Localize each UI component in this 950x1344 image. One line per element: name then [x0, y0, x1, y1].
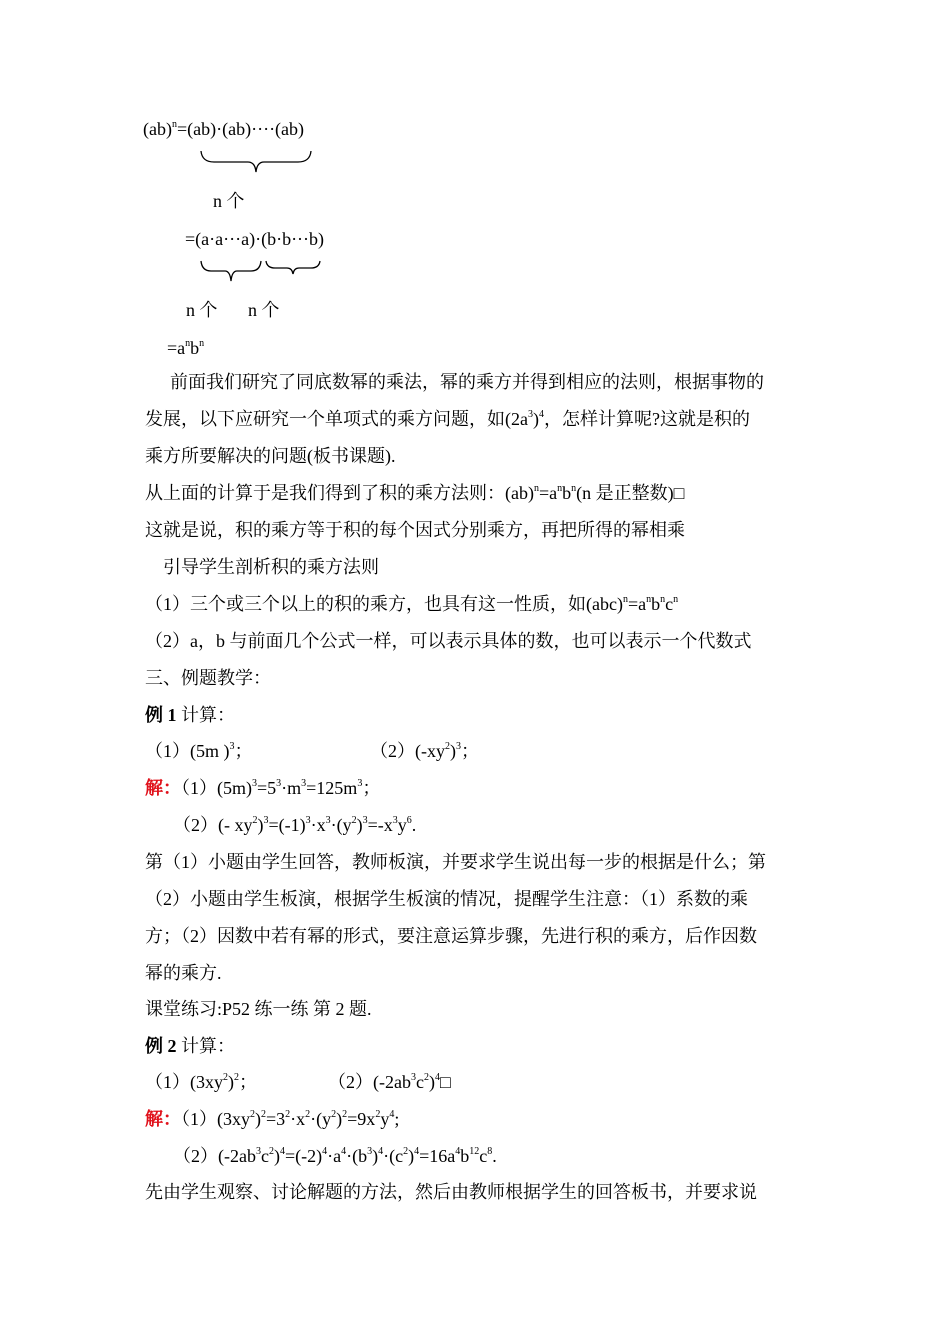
- example-2-heading: 例 2 计算：: [145, 1036, 235, 1056]
- underbrace-2: [200, 260, 262, 288]
- intro-line-1: 前面我们研究了同底数幂的乘法，幂的乘方并得到相应的法则，根据事物的: [170, 372, 764, 392]
- product-power-rule: 从上面的计算于是我们得到了积的乘方法则：$(ab)^n=a^nb^n(n$ 是正整数)□: [145, 483, 685, 503]
- example-2-solution-1: 解：$(1)(3xy^2)^2=3^2\cdot x^2\cdot(y^2)^2=9x^2y^4$;: [145, 1109, 400, 1129]
- derivation-line-3: $=a^nb^n$: [167, 338, 205, 358]
- brace-label-2: n 个: [186, 300, 218, 320]
- underbrace-1: [200, 150, 312, 178]
- intro-line-3: 乘方所要解决的问题(板书课题).: [145, 446, 396, 466]
- brace-label-1: n 个: [213, 191, 245, 211]
- discussion-line-2: （2）小题由学生板演，根据学生板演的情况，提醒学生注意：（1）系数的乘: [145, 889, 748, 909]
- example-2-solution-2: $(2)(-2ab^3c^2)^4=(-2)^4\cdot a^4\cdot(b^3)^4\cdot(c^2)^4=16a^4b^{12}c^8$.: [173, 1146, 497, 1166]
- discussion-line-4: 幂的乘方.: [145, 963, 222, 983]
- example-1-q1: （1）(5m )$^3$；: [145, 741, 253, 761]
- note-1: （1）三个或三个以上的积的乘方，也具有这一性质，如$(abc)^n=a^nb^nc^n$: [145, 594, 679, 614]
- section-heading: 三、例题教学：: [145, 668, 271, 688]
- rule-explanation: 这就是说，积的乘方等于积的每个因式分别乘方，再把所得的幂相乘: [145, 520, 685, 540]
- underbrace-3: [265, 260, 321, 278]
- example-2-q2: $(2)(-2ab^3c^2)^4□$: [328, 1072, 451, 1092]
- solution-label: 解：: [145, 778, 181, 798]
- discussion-line-3: 方；（2）因数中若有幂的形式，要注意运算步骤，先进行积的乘方，后作因数: [145, 926, 757, 946]
- example-2-q1: $(1)(3xy^2)^2$；: [145, 1072, 257, 1092]
- solution-label: 解：: [145, 1109, 181, 1129]
- derivation-line-1: (ab)$^n$=(ab)·(ab)····(ab): [143, 119, 305, 139]
- example-1-q2: $(2)(-xy^2)^3$；: [370, 741, 479, 761]
- intro-line-2: 发展，以下应研究一个单项式的乘方问题，如$(2a^3)^4$，怎样计算呢?这就是积的: [145, 409, 750, 429]
- example-1-heading: 例 1 计算：: [145, 705, 235, 725]
- example-1-solution-2: （2）(- $xy^2)^3=(-1)^3\cdot x^3\cdot(y^2)^3=-x^3y^6$.: [173, 815, 417, 835]
- guide-text: 引导学生剖析积的乘方法则: [163, 557, 379, 577]
- example-1-solution-1: 解：$(1)(5m)^3=5^3\cdot m^3=125m^3$；: [145, 778, 381, 798]
- closing-line: 先由学生观察、讨论解题的方法，然后由教师根据学生的回答板书，并要求说: [145, 1182, 757, 1202]
- practice-line: 课堂练习:P52 练一练 第 2 题.: [145, 999, 372, 1019]
- brace-label-3: n 个: [248, 300, 280, 320]
- discussion-line-1: 第（1）小题由学生回答，教师板演，并要求学生说出每一步的根据是什么；第: [145, 852, 766, 872]
- derivation-line-2: =(a·a···a)·(b·b···b): [185, 229, 325, 249]
- note-2: （2）a，b 与前面几个公式一样，可以表示具体的数，也可以表示一个代数式: [145, 631, 752, 651]
